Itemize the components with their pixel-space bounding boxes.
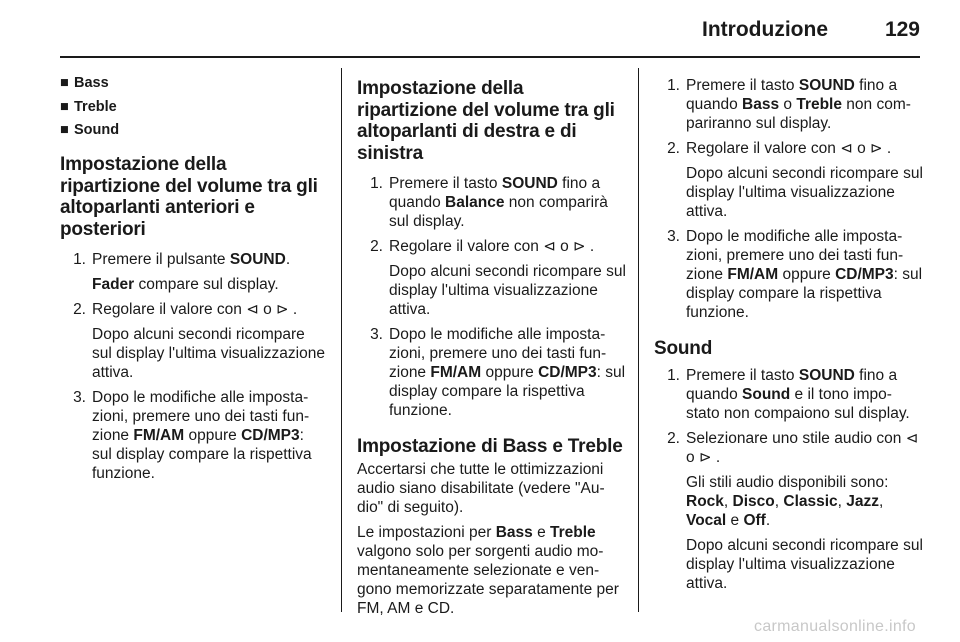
bullet-square-icon: ■ xyxy=(60,98,69,115)
heading-fader: Impostazione della ripartizione del volume tra gli altoparlanti anteriori e posteriori xyxy=(60,154,318,240)
bullet-item: ■ Bass xyxy=(60,75,109,91)
bullet-list xyxy=(60,74,328,140)
heading-balance: Impostazione della ripartizione del volume tra gli altoparlanti di destra e di sinistra xyxy=(357,78,615,164)
right-arrow-icon: ⊳ xyxy=(870,140,883,157)
right-arrow-icon: ⊳ xyxy=(573,238,586,255)
column-1 xyxy=(60,66,328,483)
column-2 xyxy=(357,66,627,618)
left-arrow-icon: ⊲ xyxy=(246,301,259,318)
heading-bass-treble: Impostazione di Bass e Treble xyxy=(357,436,623,457)
step-item: 1. Premere il tasto SOUND fino a quando Sound e il tono impo- stato non compaiono sul display. xyxy=(667,366,910,422)
bullet-square-icon: ■ xyxy=(60,75,69,91)
step-detail: Dopo alcuni secondi ricompare sul display l'ultima visualizzazione attiva. xyxy=(686,536,923,592)
watermark: carmanualsonline.info xyxy=(754,618,916,635)
page-header xyxy=(60,14,920,54)
step-item: 1. Premere il tasto SOUND fino a quando Bass o Treble non com- pariranno sul display. xyxy=(667,77,911,132)
bullet-square-icon: ■ xyxy=(60,122,69,138)
step-item: 2. Selezionare uno stile audio con ⊲ o ⊳ . xyxy=(667,429,919,466)
bullet-item: ■ Sound xyxy=(60,122,120,138)
page-title: Introduzione xyxy=(702,18,828,41)
step-item: 1. Premere il pulsante SOUND. xyxy=(73,251,291,268)
step-item: 3. Dopo le modifiche alle imposta- zioni, premere uno dei tasti fun- zione FM/AM oppure CD/MP3: sul display compare la rispettiva funzione. xyxy=(73,389,312,482)
step-detail: Dopo alcuni secondi ricompare sul display l'ultima visualizzazione attiva. xyxy=(686,165,923,220)
left-arrow-icon: ⊲ xyxy=(905,429,919,447)
step-item: 2. Regolare il valore con ⊲ o ⊳ . xyxy=(73,301,298,318)
left-arrow-icon: ⊲ xyxy=(840,140,853,157)
step-detail: Fader compare sul display. xyxy=(92,276,279,293)
bullet-item: ■ Treble xyxy=(60,98,117,115)
step-detail: Gli stili audio disponibili sono: Rock, Disco, Classic, Jazz, Vocal e Off. xyxy=(686,473,889,529)
left-arrow-icon: ⊲ xyxy=(543,238,556,255)
step-detail: Dopo alcuni secondi ricompare sul display l'ultima visualizzazione attiva. xyxy=(92,326,325,381)
column-3 xyxy=(654,66,924,593)
paragraph: Accertarsi che tutte le ottimizzazioni audio siano disabilitate (vedere "Au- dio" di seguito). xyxy=(357,460,605,516)
step-item: 2. Regolare il valore con ⊲ o ⊳ . xyxy=(667,140,892,157)
page-number: 129 xyxy=(884,18,920,41)
step-item: 3. Dopo le modifiche alle imposta- zioni, premere uno dei tasti fun- zione FM/AM oppure CD/MP3: sul display compare la rispettiva funzione. xyxy=(370,326,626,419)
step-item: 1. Premere il tasto SOUND fino a quando Balance non comparirà sul display. xyxy=(370,175,608,230)
right-arrow-icon: ⊳ xyxy=(276,301,289,318)
heading-sound: Sound xyxy=(654,338,713,359)
right-arrow-icon: ⊳ xyxy=(698,448,712,466)
paragraph: Le impostazioni per Bass e Treble valgono solo per sorgenti audio mo- mentaneamente selezionate e ven- gono memorizzate separatamente per FM, AM e CD. xyxy=(357,523,619,617)
column-divider-2 xyxy=(638,68,639,612)
column-divider-1 xyxy=(341,68,342,612)
step-item: 2. Regolare il valore con ⊲ o ⊳ . xyxy=(370,238,595,255)
step-detail: Dopo alcuni secondi ricompare sul display l'ultima visualizzazione attiva. xyxy=(389,263,626,318)
header-rule xyxy=(60,56,920,58)
step-item: 3. Dopo le modifiche alle imposta- zioni, premere uno dei tasti fun- zione FM/AM oppure CD/MP3: sul display compare la rispettiva funzione. xyxy=(667,228,923,321)
